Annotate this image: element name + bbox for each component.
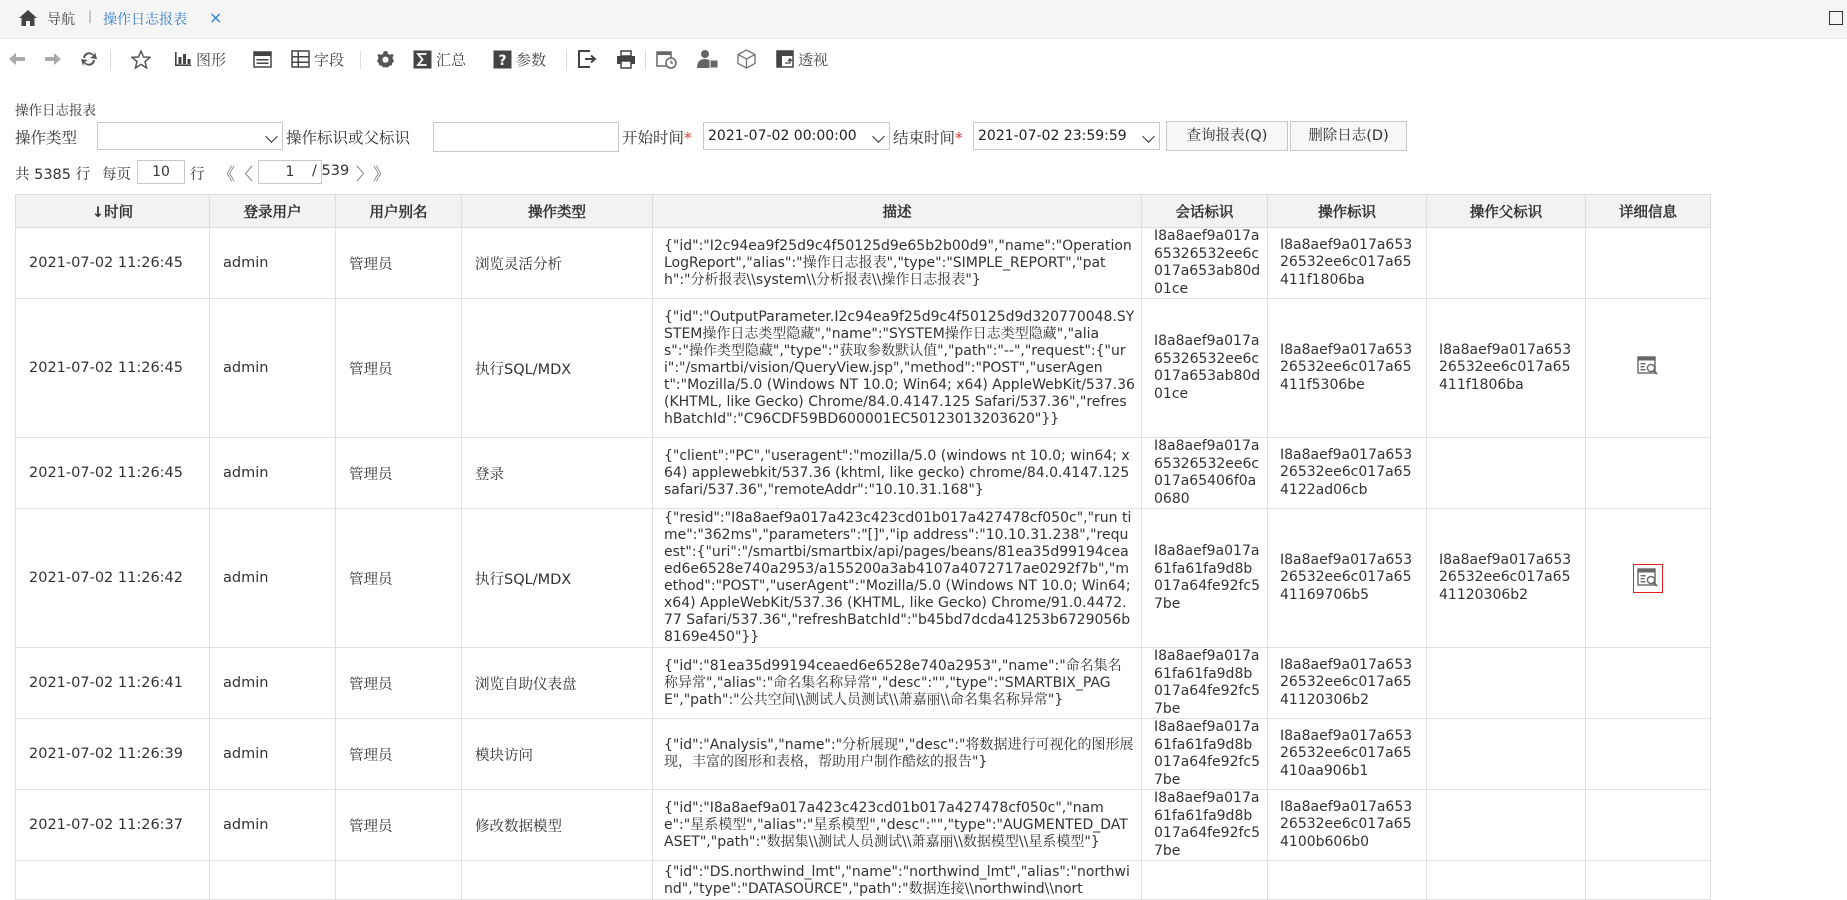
cell-desc: {"id":"I2c94ea9f25d9c4f50125d9e65b2b00d9","name":"OperationLogReport","alias":"操作日志报表","type":"SIMPLE_REPORT","path":"分析报表\\system\\分析报表\\操作日志报表"} (653, 228, 1142, 299)
per-page-label: 每页 (102, 167, 131, 183)
field-button[interactable] (291, 46, 344, 72)
cell-session: I8a8aef9a017a65326532ee6c017a65406f0a0680 (1142, 438, 1268, 509)
cell-user: admin (210, 438, 336, 509)
cell-time: 2021-07-02 11:26:41 (16, 648, 210, 719)
end-time-label: 结束时间* (893, 129, 963, 147)
table-row (16, 228, 1711, 299)
cell-desc: {"client":"PC","useragent":"mozilla/5.0 (windows nt 10.0; win64; x64) applewebkit/537.36 (khtml, like gecko) chrome/84.0.4147.125 safari/537.36","remoteAddr":"10.10.31.168"} (653, 438, 1142, 509)
col-header-time[interactable]: ↓时间 (16, 195, 210, 228)
delete-log-button[interactable]: 删除日志(D) (1290, 121, 1407, 151)
cell-op-type: 浏览灵活分析 (462, 228, 653, 299)
toolbar-separator (360, 50, 361, 70)
home-icon[interactable] (18, 9, 38, 27)
cell-op-id: I8a8aef9a017a65326532ee6c017a6541120306b2 (1268, 648, 1427, 719)
cell-detail (1586, 299, 1711, 438)
detail-view-icon[interactable] (1637, 356, 1659, 380)
help-icon (493, 50, 512, 69)
user-icon[interactable] (697, 46, 719, 72)
cell-desc: {"id":"I8a8aef9a017a423c423cd01b017a427478cf050c","name":"星系模型","alias":"星系模型","desc":"","type":"AUGMENTED_DATASET","path":"数据集\\测试人员测试\\萧嘉丽\\数据模型\\星系模型"} (653, 790, 1142, 861)
forward-icon[interactable] (44, 46, 62, 72)
col-header-op-type[interactable]: 操作类型 (462, 195, 653, 228)
cell-op-type: 执行SQL/MDX (462, 509, 653, 648)
cell-detail (1586, 648, 1711, 719)
cell-session: I8a8aef9a017a65326532ee6c017a653ab80d01ce (1142, 228, 1268, 299)
cell-user: admin (210, 719, 336, 790)
param-label: 参数 (516, 50, 547, 69)
cell-time: 2021-07-02 11:26:39 (16, 719, 210, 790)
cell-detail (1586, 790, 1711, 861)
cell-session (1142, 861, 1268, 900)
table-row (16, 299, 1711, 438)
cell-alias: 管理员 (336, 719, 462, 790)
op-type-label: 操作类型 (15, 129, 78, 147)
detail-view-icon[interactable] (1633, 564, 1663, 593)
table-row (16, 438, 1711, 509)
chart-button[interactable] (174, 46, 226, 72)
cell-desc: {"resid":"I8a8aef9a017a423c423cd01b017a427478cf050c","run time":"362ms","parameters":"[]","ip address":"10.10.31.238","request":{"uri":"/smartbi/smartbix/api/pages/beans/81ea35d99194ceaed6e6528e740a2953/a155200a3ab4107a4072717ae0292f7b","method":"POST","userAgent":"Mozilla/5.0 (Windows NT 10.0; Win64; x64) AppleWebKit/537.36 (KHTML, like Gecko) Chrome/91.0.4472.77 Safari/537.36","refreshBatchId":"b45bd7dcda41253b6729056b8169e450"}} (653, 509, 1142, 648)
chevron-down-icon (265, 130, 278, 143)
report-toolbar (0, 44, 1847, 74)
chart-label: 图形 (196, 50, 227, 69)
cell-op-id: I8a8aef9a017a65326532ee6c017a654100b606b0 (1268, 790, 1427, 861)
total-rows-text: 共 5385 行 (15, 167, 91, 183)
page-total-text: / 539 (312, 163, 350, 179)
table-row (16, 790, 1711, 861)
next-page-icon[interactable]: 〉 (356, 165, 373, 185)
cell-user: admin (210, 228, 336, 299)
cell-alias: 管理员 (336, 438, 462, 509)
cell-parent-id (1427, 790, 1586, 861)
cell-op-id: I8a8aef9a017a65326532ee6c017a65410aa906b1 (1268, 719, 1427, 790)
end-time-select[interactable]: 2021-07-02 23:59:59 (973, 122, 1160, 150)
cell-user: admin (210, 299, 336, 438)
chevron-down-icon (872, 130, 885, 143)
cell-parent-id: I8a8aef9a017a65326532ee6c017a65411f1806ba (1427, 299, 1586, 438)
param-button[interactable] (493, 46, 546, 72)
cell-detail (1586, 861, 1711, 900)
cell-op-type: 登录 (462, 438, 653, 509)
cell-user (210, 861, 336, 900)
cell-desc: {"id":"81ea35d99194ceaed6e6528e740a2953","name":"命名集名称异常","alias":"命名集名称异常","desc":"","type":"SMARTBIX_PAGE","path":"公共空间\\测试人员测试\\萧嘉丽\\命名集名称异常"} (653, 648, 1142, 719)
pivot-button[interactable] (776, 46, 828, 72)
cell-parent-id: I8a8aef9a017a65326532ee6c017a6541120306b2 (1427, 509, 1586, 648)
cell-op-id: I8a8aef9a017a65326532ee6c017a65411f5306be (1268, 299, 1427, 438)
toolbar-separator (566, 50, 567, 70)
cell-time: 2021-07-02 11:26:42 (16, 509, 210, 648)
chart-icon (174, 51, 192, 67)
cell-op-id: I8a8aef9a017a65326532ee6c017a65411f1806ba (1268, 228, 1427, 299)
summary-button[interactable] (413, 46, 466, 72)
per-page-input[interactable]: 10 (137, 160, 185, 184)
cell-session: I8a8aef9a017a61fa61fa9d8b017a64fe92fc57be (1142, 648, 1268, 719)
back-icon[interactable] (8, 46, 26, 72)
cell-time: 2021-07-02 11:26:37 (16, 790, 210, 861)
nav-home-link[interactable]: 导航 (47, 12, 75, 28)
first-page-icon[interactable]: 《 (218, 165, 235, 185)
field-icon (291, 50, 310, 68)
cell-alias: 管理员 (336, 648, 462, 719)
pivot-icon (776, 50, 794, 68)
field-label: 字段 (314, 50, 345, 69)
summary-label: 汇总 (436, 50, 467, 69)
cell-desc: {"id":"Analysis","name":"分析展现","desc":"将数据进行可视化的图形展现，丰富的图形和表格，帮助用户制作酷炫的报告"} (653, 719, 1142, 790)
sort-down-icon: ↓ (91, 204, 105, 221)
cell-op-type: 执行SQL/MDX (462, 299, 653, 438)
cell-detail (1586, 228, 1711, 299)
form-icon[interactable] (253, 46, 272, 72)
col-header-user[interactable]: 登录用户 (210, 195, 336, 228)
cell-user: admin (210, 790, 336, 861)
col-header-op-id[interactable]: 操作标识 (1268, 195, 1427, 228)
schedule-icon[interactable] (656, 46, 677, 72)
toolbar-separator (645, 50, 646, 70)
cell-desc: {"id":"DS.northwind_lmt","name":"northwind_lmt","alias":"northwind","type":"DATASOURCE","path":"数据连接\\northwind\\nort (653, 861, 1142, 900)
op-id-label: 操作标识或父标识 (286, 129, 411, 147)
maximize-icon[interactable] (1829, 11, 1843, 25)
cell-time: 2021-07-02 11:26:45 (16, 438, 210, 509)
cell-time (16, 861, 210, 900)
table-row (16, 719, 1711, 790)
cube-icon[interactable] (736, 46, 757, 72)
cell-user: admin (210, 509, 336, 648)
cell-desc: {"id":"OutputParameter.I2c94ea9f25d9c4f50125d9d320770048.SYSTEM操作日志类型隐藏","name":"SYSTEM操作日志类型隐藏","alias":"操作类型隐藏","type":"获取参数默认值","path":"--","request":{"uri":"/smartbi/vision/QueryView.jsp","method":"POST","userAgent":"Mozilla/5.0 (Windows NT 10.0; Win64; x64) AppleWebKit/537.36 (KHTML, like Gecko) Chrome/84.0.4147.125 Safari/537.36","refreshBatchId":"C96CDF59BD600001EC50123013203620"}} (653, 299, 1142, 438)
prev-page-icon[interactable]: 〈 (236, 165, 253, 185)
cell-time: 2021-07-02 11:26:45 (16, 299, 210, 438)
cell-alias: 管理员 (336, 299, 462, 438)
report-title: 操作日志报表 (15, 103, 96, 119)
log-table (15, 194, 1711, 900)
cell-time: 2021-07-02 11:26:45 (16, 228, 210, 299)
cell-parent-id (1427, 719, 1586, 790)
svg-text:?: ? (498, 52, 507, 69)
cell-alias: 管理员 (336, 228, 462, 299)
print-icon[interactable] (616, 46, 636, 72)
cell-parent-id (1427, 648, 1586, 719)
table-row (16, 648, 1711, 719)
start-time-select[interactable]: 2021-07-02 00:00:00 (703, 122, 890, 150)
cell-op-type (462, 861, 653, 900)
cell-alias: 管理员 (336, 509, 462, 648)
sum-icon (413, 50, 432, 69)
cell-parent-id (1427, 228, 1586, 299)
tab-close-icon[interactable]: × (209, 8, 223, 27)
table-row (16, 509, 1711, 648)
cell-session: I8a8aef9a017a61fa61fa9d8b017a64fe92fc57be (1142, 790, 1268, 861)
start-time-label: 开始时间* (622, 129, 692, 147)
cell-detail (1586, 509, 1711, 648)
cell-op-type: 修改数据模型 (462, 790, 653, 861)
op-id-input[interactable] (433, 122, 619, 152)
col-header-parent-id[interactable]: 操作父标识 (1427, 195, 1586, 228)
page-number-input[interactable]: 1 (258, 160, 322, 184)
table-header-row (16, 195, 1711, 228)
cell-parent-id (1427, 861, 1586, 900)
cell-detail (1586, 719, 1711, 790)
pivot-label: 透视 (798, 50, 829, 69)
cell-session: I8a8aef9a017a61fa61fa9d8b017a64fe92fc57be (1142, 719, 1268, 790)
col-header-session[interactable]: 会话标识 (1142, 195, 1268, 228)
cell-alias (336, 861, 462, 900)
cell-op-type: 模块访问 (462, 719, 653, 790)
cell-user: admin (210, 648, 336, 719)
refresh-icon[interactable] (80, 46, 98, 72)
cell-alias: 管理员 (336, 790, 462, 861)
row-unit-label: 行 (190, 167, 205, 183)
nav-separator: | (88, 9, 93, 23)
last-page-icon[interactable]: 》 (373, 165, 390, 185)
cell-op-type: 浏览自助仪表盘 (462, 648, 653, 719)
cell-op-id: I8a8aef9a017a65326532ee6c017a6541169706b5 (1268, 509, 1427, 648)
col-header-alias[interactable]: 用户别名 (336, 195, 462, 228)
cell-session: I8a8aef9a017a65326532ee6c017a653ab80d01ce (1142, 299, 1268, 438)
table-row (16, 861, 1711, 900)
export-icon[interactable] (578, 46, 598, 72)
col-header-desc[interactable]: 描述 (653, 195, 1142, 228)
cell-session: I8a8aef9a017a61fa61fa9d8b017a64fe92fc57be (1142, 509, 1268, 648)
col-header-detail[interactable]: 详细信息 (1586, 195, 1711, 228)
toolbar-separator (110, 50, 111, 70)
gear-icon[interactable] (376, 46, 395, 72)
cell-op-id: I8a8aef9a017a65326532ee6c017a654122ad06cb (1268, 438, 1427, 509)
top-nav-bar (0, 0, 1847, 39)
tab-operation-log-report[interactable]: 操作日志报表 (103, 12, 187, 28)
cell-detail (1586, 438, 1711, 509)
query-report-button[interactable]: 查询报表(Q) (1166, 121, 1288, 151)
cell-parent-id (1427, 438, 1586, 509)
cell-op-id (1268, 861, 1427, 900)
chevron-down-icon (1142, 130, 1155, 143)
star-icon[interactable] (131, 46, 151, 72)
op-type-select[interactable] (97, 122, 283, 150)
